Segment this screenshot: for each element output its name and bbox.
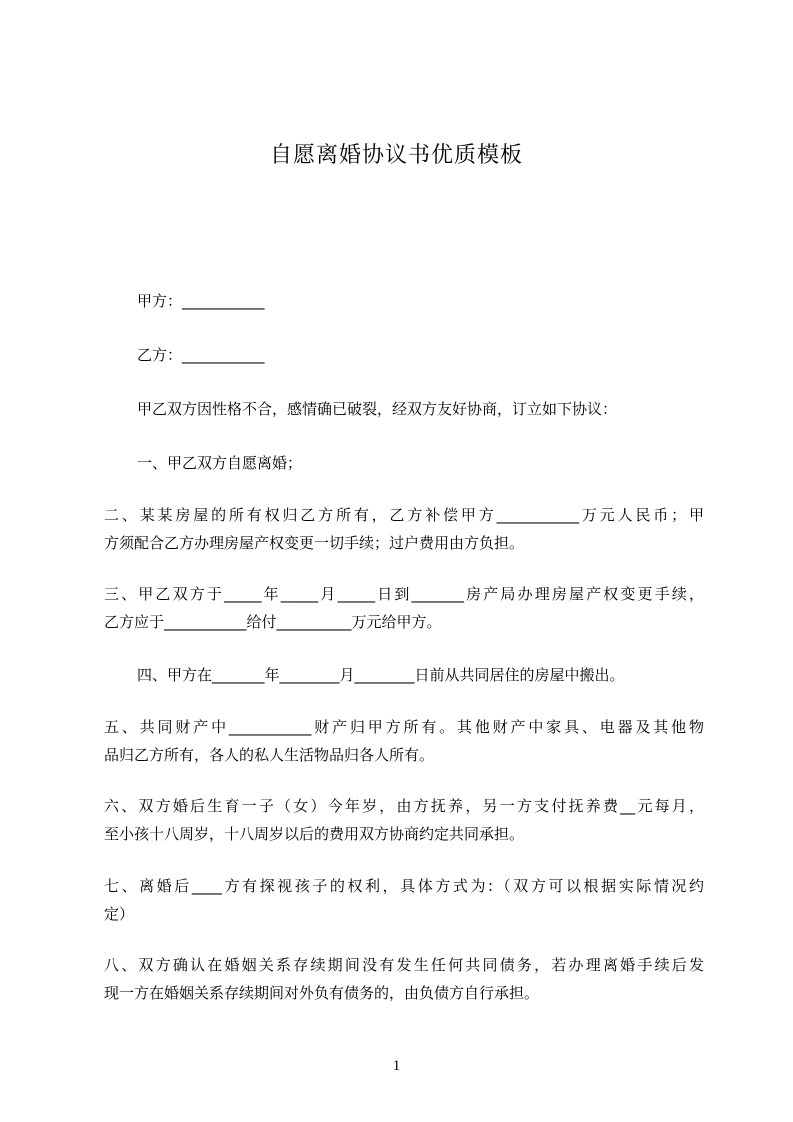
clause-5-line-1: 五、共同财产中___________财产归甲方所有。其他财产中家具、电器及其他物 bbox=[104, 718, 704, 736]
clause-2-line-1: 二、某某房屋的所有权归乙方所有，乙方补偿甲方___________万元人民币；甲 bbox=[104, 506, 704, 524]
clause-8-line-1: 八、双方确认在婚姻关系存续期间没有发生任何共同债务，若办理离婚手续后发 bbox=[104, 956, 704, 974]
clause-7-line-1: 七、离婚后____方有探视孩子的权利，具体方式为:（双方可以根据实际情况约 bbox=[104, 877, 704, 895]
intro-paragraph: 甲乙双方因性格不合，感情确已破裂，经双方友好协商，订立如下协议： bbox=[137, 400, 618, 418]
clause-1: 一、甲乙双方自愿离婚； bbox=[137, 454, 303, 472]
clause-3-line-1: 三、甲乙双方于_____年_____月_____日到_______房产局办理房屋产权变更手续， bbox=[104, 585, 704, 603]
party-b-line: 乙方：___________ bbox=[137, 346, 265, 364]
clause-3-line-2: 乙方应于___________给付__________万元给甲方。 bbox=[104, 613, 442, 631]
page-number: 1 bbox=[392, 1058, 401, 1074]
clause-7-line-2: 定） bbox=[104, 905, 135, 923]
party-a-line: 甲方：___________ bbox=[137, 292, 265, 310]
clause-2-line-2: 方须配合乙方办理房屋产权变更一切手续；过户费用由方负担。 bbox=[104, 534, 525, 552]
clause-4: 四、甲方在_______年________月________日前从共同居住的房屋中搬出。 bbox=[137, 666, 625, 684]
clause-8-line-2: 现一方在婚姻关系存续期间对外负有债务的，由负债方自行承担。 bbox=[104, 984, 540, 1002]
clause-6-line-2: 至小孩十八周岁，十八周岁以后的费用双方协商约定共同承担。 bbox=[104, 825, 525, 843]
clause-5-line-2: 品归乙方所有，各人的私人生活物品归各人所有。 bbox=[104, 746, 435, 764]
document-title: 自愿离婚协议书优质模板 bbox=[269, 143, 523, 168]
clause-6-line-1: 六、双方婚后生育一子（女）今年岁，由方抚养，另一方支付抚养费__元每月， bbox=[104, 797, 704, 815]
